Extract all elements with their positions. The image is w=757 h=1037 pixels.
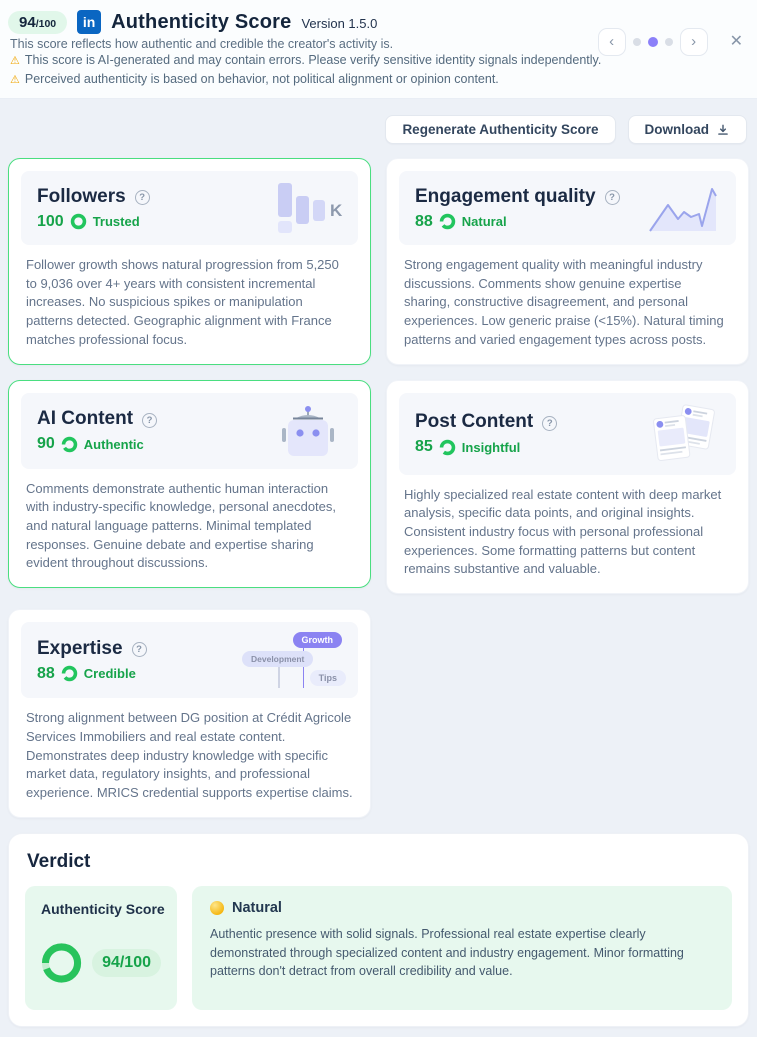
- verdict-score-box: [25, 886, 177, 1010]
- card-title: AI Content: [37, 408, 134, 430]
- metrics-grid: [8, 158, 749, 818]
- card-title: Engagement quality: [415, 185, 596, 207]
- tag-growth: Growth: [293, 632, 343, 648]
- verdict-score-label: Authenticity Score: [41, 900, 165, 917]
- card-expertise: [8, 609, 371, 818]
- k-label: K: [330, 201, 343, 220]
- warning-icon: ⚠: [10, 55, 20, 67]
- natural-emoji-icon: [210, 901, 224, 915]
- score-value: 88: [415, 212, 433, 230]
- tag-tips: Tips: [310, 670, 346, 686]
- page-title: Authenticity Score: [111, 10, 292, 33]
- carousel-pagination: [598, 28, 708, 56]
- card-description: Highly specialized real estate content with deep market analysis, specific data points, and original insights. Consistent industry focus with personal professional experiences. Some formatting patterns but content remains substantive and valuable.: [404, 486, 722, 577]
- verdict-result-box: [192, 886, 732, 1010]
- card-description: Follower growth shows natural progression from 5,250 to 9,036 over 4+ years with consistent incremental increases. No suspicious spikes or manipulation patterns detected. Geographic alignment with France matches professional focus.: [26, 257, 339, 347]
- warning-text: Perceived authenticity is based on behavior, not political alignment or opinion content.: [24, 71, 499, 86]
- verdict-description: Authentic presence with solid signals. Professional real estate expertise clearly demonstrated through specialized content and industry engagement. Minor formatting patterns don't detract from overall credibility and value.: [210, 926, 684, 979]
- download-icon: [716, 123, 730, 137]
- card-title: Expertise: [37, 637, 123, 659]
- carousel-dot[interactable]: [665, 38, 673, 46]
- posts-icon: [644, 403, 724, 465]
- carousel-next-button[interactable]: ›: [680, 28, 708, 56]
- score-value: 88: [37, 664, 55, 682]
- score-value: 90: [37, 435, 55, 453]
- help-icon[interactable]: ?: [542, 416, 557, 431]
- card-engagement-quality: [386, 158, 749, 365]
- score-ring-icon: [439, 213, 456, 230]
- line-chart-icon: [644, 181, 724, 235]
- help-icon[interactable]: ?: [132, 642, 147, 657]
- warning-line: [10, 72, 743, 89]
- score-label: Trusted: [92, 214, 140, 229]
- card-description: Strong alignment between DG position at Crédit Agricole Services Immobiliers and real estate content. Demonstrates deep industry knowledge with specific market data, regulatory insights, and professional experience. MRICS credential supports expertise claims.: [26, 710, 353, 801]
- score-label: Natural: [461, 214, 507, 229]
- tags-icon: [240, 632, 346, 688]
- score-ring-icon: [61, 436, 78, 453]
- subtitle: This score reflects how authentic and credible the creator's activity is.: [10, 37, 394, 51]
- help-icon[interactable]: ?: [135, 190, 150, 205]
- card-post-content: [386, 380, 749, 595]
- version-label: Version 1.5.0: [301, 15, 378, 31]
- score-ring-icon: [70, 213, 87, 230]
- carousel-dot-active[interactable]: [648, 37, 658, 47]
- card-title: Post Content: [415, 411, 534, 433]
- regenerate-button[interactable]: Regenerate Authenticity Score: [385, 115, 615, 144]
- verdict-title: Verdict: [27, 850, 91, 872]
- help-icon[interactable]: ?: [142, 413, 157, 428]
- score-label: Credible: [83, 666, 136, 682]
- card-description: Comments demonstrate authentic human interaction with industry-specific knowledge, personal anecdotes, and natural language patterns. Minimal templated responses. Genuine debate and expertise sharing evident throughout discussions.: [26, 480, 337, 571]
- carousel-dot[interactable]: [633, 38, 641, 46]
- tag-development: Development: [242, 651, 313, 667]
- card-ai-content: [8, 380, 371, 589]
- score-ring-icon: [439, 439, 456, 456]
- score-label: Authentic: [83, 436, 144, 452]
- robot-icon: [270, 403, 346, 459]
- verdict-score-pill: 94/100: [92, 949, 161, 977]
- score-value: 85: [415, 438, 433, 456]
- linkedin-icon: in: [77, 10, 101, 34]
- warning-icon: ⚠: [10, 73, 20, 86]
- warning-text: This score is AI-generated and may contain errors. Please verify sensitive identity signals independently.: [24, 53, 602, 67]
- score-ring-icon: [61, 665, 78, 682]
- header-score-badge: 94 /100: [8, 11, 67, 34]
- card-followers: [8, 158, 371, 365]
- panel-header: [0, 0, 757, 99]
- verdict-status-label: Natural: [232, 899, 282, 916]
- toolbar: [0, 99, 757, 158]
- download-button[interactable]: Download: [628, 115, 748, 144]
- verdict-section: [8, 833, 749, 1027]
- authenticity-donut-chart: [30, 942, 94, 983]
- close-icon[interactable]: ✕: [729, 33, 743, 50]
- card-title: Followers: [37, 185, 126, 207]
- card-description: Strong engagement quality with meaningful industry discussions. Comments show genuine expertise sharing, constructive disagreement, and personal experiences. Low generic praise (<15%). Natural timing patterns and varied engagement types across posts.: [404, 257, 724, 347]
- help-icon[interactable]: ?: [605, 190, 620, 205]
- bar-chart-icon: [276, 181, 346, 235]
- score-value: 100: [37, 212, 64, 230]
- carousel-prev-button[interactable]: ‹: [598, 28, 626, 56]
- score-label: Insightful: [461, 439, 521, 455]
